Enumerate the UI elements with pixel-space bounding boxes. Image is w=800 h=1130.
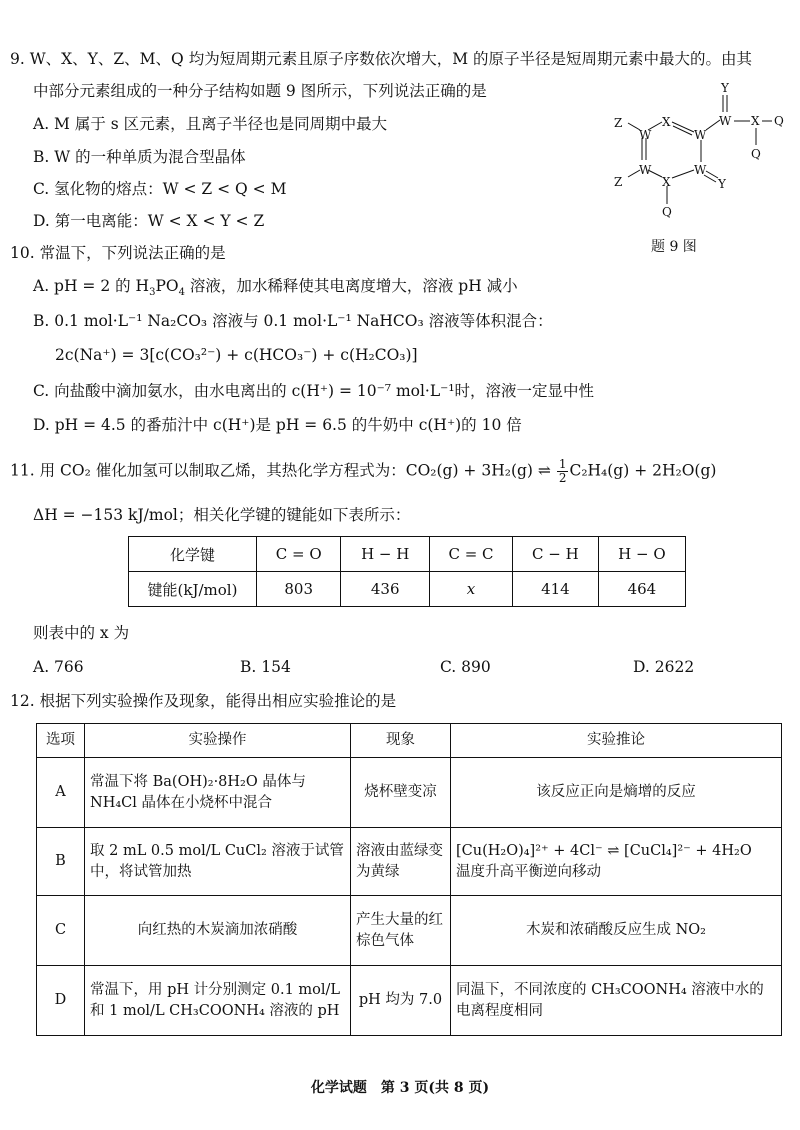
equilibrium-equation: [Cu(H₂O)₄]²⁺ + 4Cl⁻ ⇌ [CuCl₄]²⁻ + 4H₂O (456, 842, 752, 859)
q9-atom-q: Q (662, 205, 672, 219)
table-cell: 436 (341, 572, 430, 607)
q9-atom-w: W (719, 114, 732, 128)
table-cell: 键能(kJ/mol) (129, 572, 257, 607)
q10-option-b-line2: 2c(Na⁺) = 3[c(CO₃²⁻) + c(HCO₃⁻) + c(H₂CO₃)] (55, 346, 418, 364)
table-cell: 414 (513, 572, 599, 607)
table-cell: 烧杯壁变凉 (351, 758, 451, 828)
table-row (37, 896, 782, 966)
q11-option-b: B. 154 (240, 658, 291, 676)
table-cell: 803 (257, 572, 341, 607)
table-cell: 取 2 mL 0.5 mol/L CuCl₂ 溶液于试管中，将试管加热 (85, 828, 351, 896)
q9-stem-line2: 中部分元素组成的一种分子结构如题 9 图所示，下列说法正确的是 (33, 82, 487, 100)
table-row (129, 572, 686, 607)
table-cell: B (37, 828, 85, 896)
table-cell: pH 均为 7.0 (351, 966, 451, 1036)
table-cell: 溶液由蓝绿变为黄绿 (351, 828, 451, 896)
q11-ask: 则表中的 x 为 (33, 624, 130, 642)
table-header-cell: C = C (430, 537, 513, 572)
q9-atom-q: Q (751, 147, 761, 161)
q9-atom-q: Q (774, 114, 784, 128)
q12-stem: 12. 根据下列实验操作及现象，能得出相应实验推论的是 (10, 692, 397, 710)
bond-energy-table (128, 536, 686, 607)
q9-atom-w: W (694, 128, 707, 142)
inference-text: 温度升高平衡逆向移动 (456, 863, 601, 880)
q9-atom-w: W (639, 128, 652, 142)
table-header-cell: 实验推论 (451, 724, 782, 758)
table-header-cell: 现象 (351, 724, 451, 758)
table-header-cell: 选项 (37, 724, 85, 758)
table-row (37, 966, 782, 1036)
q11-fraction: $\frac{1}{2}$ (558, 457, 567, 485)
q11-option-c: C. 890 (440, 658, 491, 676)
q10-option-a: A. pH = 2 的 $H_3PO_4$ 溶液，加水稀释使其电离度增大，溶液 pH 减小 (33, 277, 518, 299)
table-cell: 产生大量的红棕色气体 (351, 896, 451, 966)
table-header-cell: 实验操作 (85, 724, 351, 758)
q9-atom-z: Z (614, 116, 623, 130)
q11-option-a: A. 766 (33, 658, 84, 676)
q10-option-c: C. 向盐酸中滴加氨水，由水电离出的 c(H⁺) = 10⁻⁷ mol·L⁻¹时，溶液一定显中性 (33, 382, 595, 400)
table-row (37, 828, 782, 896)
q9-option-d: D. 第一电离能：W < X < Y < Z (33, 212, 265, 230)
table-cell: 常温下将 Ba(OH)₂·8H₂O 晶体与 NH₄Cl 晶体在小烧杯中混合 (85, 758, 351, 828)
q9-option-b: B. W 的一种单质为混合型晶体 (33, 148, 246, 166)
table-cell: D (37, 966, 85, 1036)
table-cell (451, 828, 782, 896)
q9-atom-w: W (639, 163, 652, 177)
table-cell: 该反应正向是熵增的反应 (451, 758, 782, 828)
table-cell: 464 (598, 572, 685, 607)
table-header-cell: 化学键 (129, 537, 257, 572)
table-header-cell: C = O (257, 537, 341, 572)
q9-atom-x: X (662, 115, 671, 129)
table-cell: 向红热的木炭滴加浓硝酸 (85, 896, 351, 966)
experiment-table (36, 723, 782, 1036)
table-row (37, 724, 782, 758)
table-cell: A (37, 758, 85, 828)
table-cell: C (37, 896, 85, 966)
q9-option-c: C. 氢化物的熔点：W < Z < Q < M (33, 180, 287, 198)
q9-atom-w: W (694, 163, 707, 177)
q9-atom-x: X (662, 175, 671, 189)
q9-atom-y: Y (721, 81, 729, 95)
q11-stem-line1: 11. 用 CO₂ 催化加氢可以制取乙烯，其热化学方程式为：CO₂(g) + 3H₂(g) ⇌ $\frac{1}{2}$ C₂H₄(g) + 2H₂O(g) (10, 457, 717, 485)
table-header-cell: H − H (341, 537, 430, 572)
table-header-cell: C − H (513, 537, 599, 572)
q10-option-b-line1: B. 0.1 mol·L⁻¹ Na₂CO₃ 溶液与 0.1 mol·L⁻¹ NaHCO₃ 溶液等体积混合： (33, 312, 553, 330)
table-header-cell: H − O (598, 537, 685, 572)
q9-stem-line1: 9. W、X、Y、Z、M、Q 均为短周期元素且原子序数依次增大，M 的原子半径是短周期元素中最大的。由其 (10, 50, 752, 68)
table-row (129, 537, 686, 572)
q11-stem-line2: ΔH = −153 kJ/mol；相关化学键的键能如下表所示： (33, 506, 411, 524)
q9-option-a: A. M 属于 s 区元素，且离子半径也是同周期中最大 (33, 115, 388, 133)
q10-stem: 10. 常温下，下列说法正确的是 (10, 244, 226, 262)
table-cell: x (430, 572, 513, 607)
page-footer: 化学试题 第 3 页(共 8 页) (310, 1080, 490, 1096)
q9-molecule-figure (590, 78, 800, 228)
table-cell: 常温下，用 pH 计分别测定 0.1 mol/L 和 1 mol/L CH₃COONH₄ 溶液的 pH (85, 966, 351, 1036)
table-cell: 木炭和浓硝酸反应生成 NO₂ (451, 896, 782, 966)
q9-atom-x: X (751, 114, 760, 128)
table-row (37, 758, 782, 828)
q9-figure-caption: 题 9 图 (651, 239, 697, 255)
table-cell: 同温下，不同浓度的 CH₃COONH₄ 溶液中水的电离程度相同 (451, 966, 782, 1036)
q10-option-d: D. pH = 4.5 的番茄汁中 c(H⁺)是 pH = 6.5 的牛奶中 c(H⁺)的 10 倍 (33, 416, 522, 434)
q9-atom-y: Y (718, 177, 726, 191)
q9-atom-z: Z (614, 175, 623, 189)
q11-option-d: D. 2622 (633, 658, 695, 676)
